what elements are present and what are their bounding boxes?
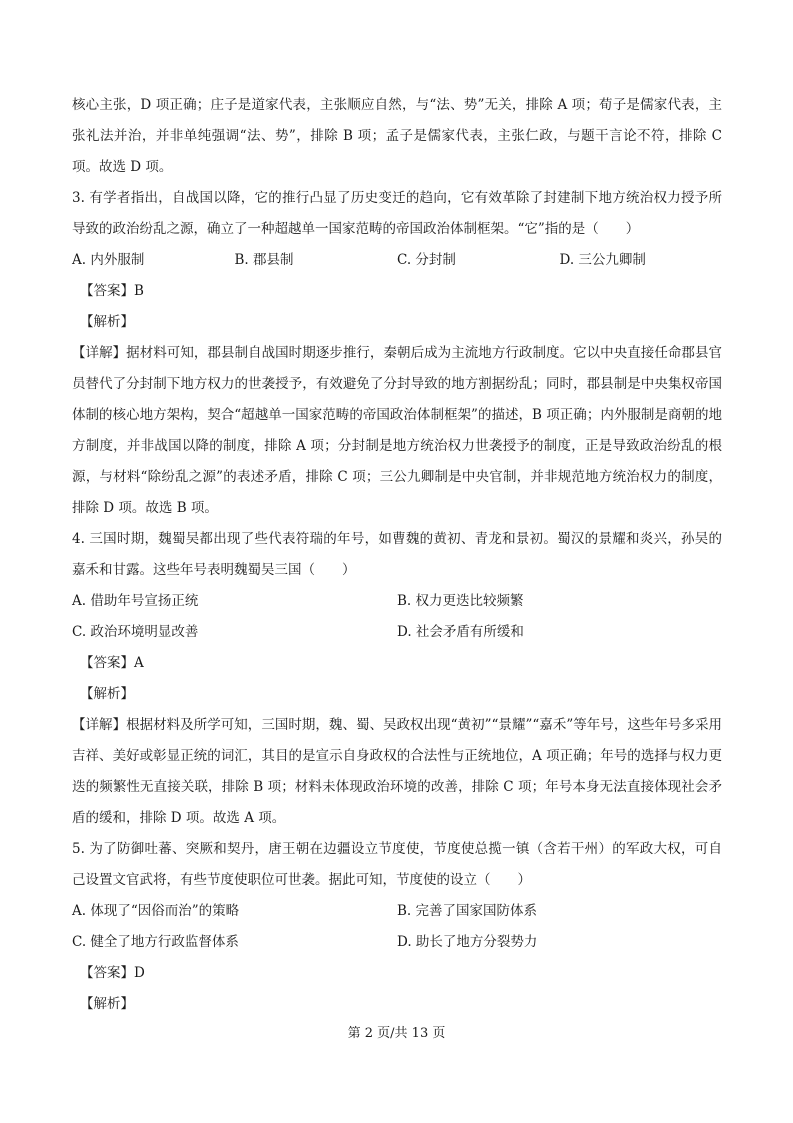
detail-paragraph: 【详解】据材料可知，郡县制自战国时期逐步推行，秦朝后成为主流地方行政制度。它以中央直接任命郡县官员替代了分封制下地方权力的世袭授予，有效避免了分封导致的地方割据纷乱；同时，郡县制是中央集权帝国体制的核心地方架构，契合“超越单一国家范畴的帝国政治体制框架”的描述，B 项正确；内外服制是商朝的地方制度，并非战国以降的制度，排除 A 项；分封制是地方统治权力世袭授予的制度，正是导致政治纷乱的根源，与材料“除纷乱之源”的表述矛盾，排除 C 项；三公九卿制是中央官制，并非规范地方统治权力的制度，排除 D 项。故选 B 项。 <box>72 345 722 516</box>
question-5-stem: 5. 为了防御吐蕃、突厥和契丹，唐王朝在边疆设立节度使，节度使总揽一镇（含若干州）的军政大权，可自己设置文官武将，有些节度使职位可世袭。据此可知，节度使的设立（ ） <box>72 841 722 888</box>
option-d: D. 助长了地方分裂势力 <box>397 934 538 950</box>
answer-label: 【答案】B <box>80 283 144 299</box>
option-b: B. 郡县制 <box>234 252 294 268</box>
page-content <box>72 90 722 1020</box>
option-d: D. 社会矛盾有所缓和 <box>397 624 524 640</box>
question-4 <box>72 524 722 834</box>
continuation-paragraph: 核心主张，D 项正确；庄子是道家代表，主张顺应自然，与“法、势”无关，排除 A 项；荀子是儒家代表，主张礼法并治，并非单纯强调“法、势”，排除 B 项；孟子是儒家代表，主张仁政，与题干言论不符，排除 C 项。故选 D 项。 <box>72 97 722 175</box>
option-c: C. 政治环境明显改善 <box>72 624 199 640</box>
option-d: D. 三公九卿制 <box>559 252 646 268</box>
question-3-options <box>72 245 722 276</box>
question-4-options <box>72 586 722 648</box>
option-c: C. 分封制 <box>397 252 456 268</box>
detail-paragraph: 【详解】根据材料及所学可知，三国时期，魏、蜀、吴政权出现“黄初”“景耀”“嘉禾”等年号，这些年号多采用吉祥、美好或彰显正统的词汇，其目的是宣示自身政权的合法性与正统地位，A 项正确；年号的选择与权力更迭的频繁性无直接关联，排除 B 项；材料未体现政治环境的改善，排除 C 项；年号本身无法直接体现社会矛盾的缓和，排除 D 项。故选 A 项。 <box>72 717 722 826</box>
option-b: B. 完善了国家国防体系 <box>397 903 538 919</box>
option-c: C. 健全了地方行政监督体系 <box>72 934 239 950</box>
option-a: A. 借助年号宣扬正统 <box>72 593 199 609</box>
question-5-options <box>72 896 722 958</box>
analysis-label: 【解析】 <box>80 314 134 330</box>
answer-label: 【答案】D <box>80 965 145 981</box>
analysis-label: 【解析】 <box>80 686 134 702</box>
option-a: A. 体现了“因俗而治”的策略 <box>72 903 240 919</box>
question-3 <box>72 183 722 524</box>
analysis-label: 【解析】 <box>80 996 134 1012</box>
page-number-footer: 第 2 页/共 13 页 <box>347 1026 446 1041</box>
question-4-stem: 4. 三国时期，魏蜀吴都出现了些代表符瑞的年号，如曹魏的黄初、青龙和景初。蜀汉的景耀和炎兴，孙吴的嘉禾和甘露。这些年号表明魏蜀吴三国（ ） <box>72 531 722 578</box>
option-a: A. 内外服制 <box>72 252 145 268</box>
question-3-stem: 3. 有学者指出，自战国以降，它的推行凸显了历史变迁的趋向，它有效革除了封建制下地方统治权力授予所导致的政治纷乱之源，确立了一种超越单一国家范畴的帝国政治体制框架。“它”指的是（ ） <box>72 190 722 237</box>
answer-label: 【答案】A <box>80 655 144 671</box>
option-b: B. 权力更迭比较频繁 <box>397 593 524 609</box>
question-5 <box>72 834 722 1020</box>
